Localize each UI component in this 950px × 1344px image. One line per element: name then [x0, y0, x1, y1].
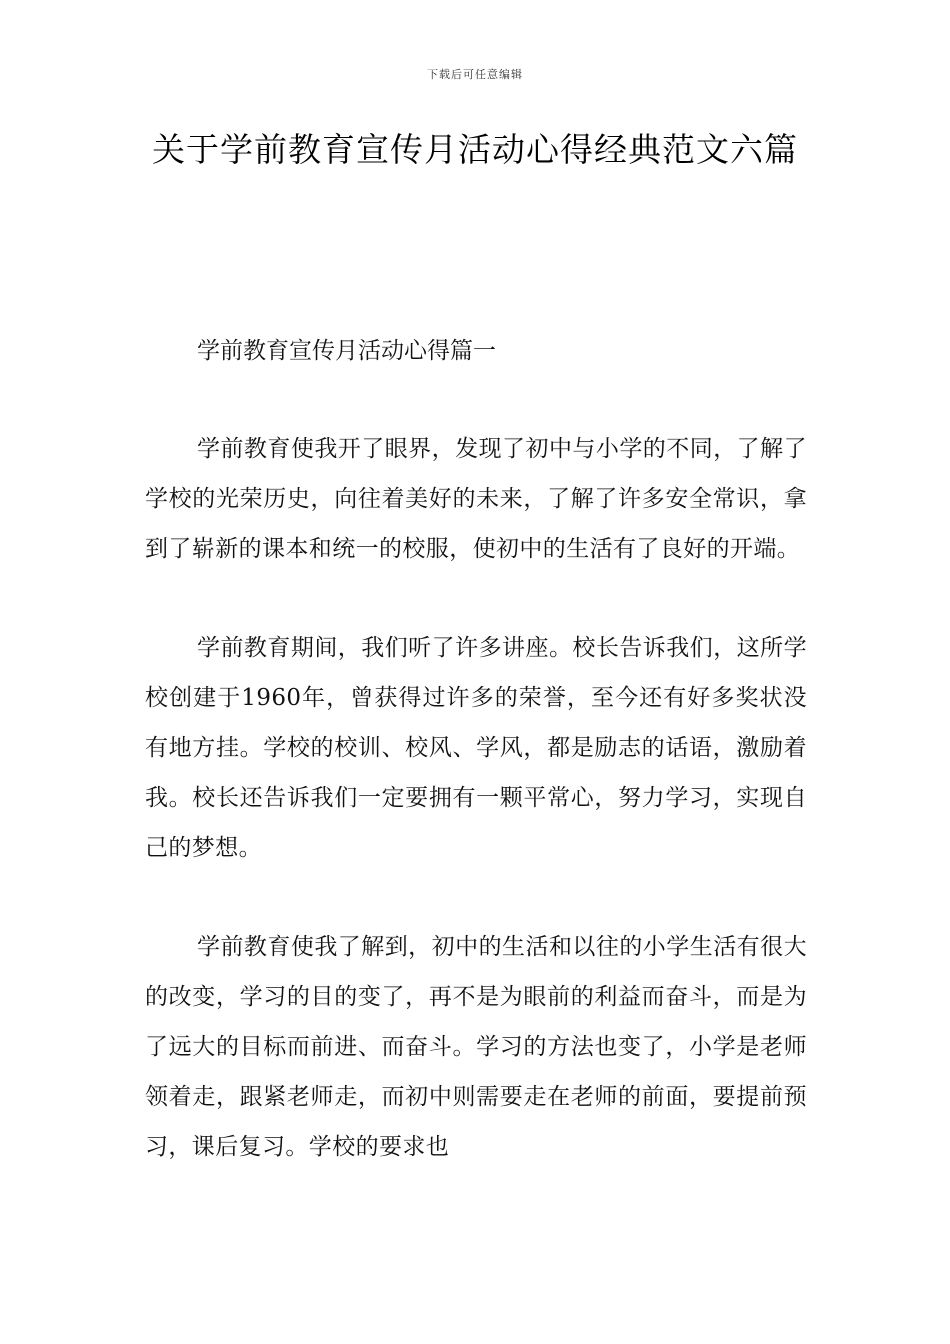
- section-heading: 学前教育宣传月活动心得篇一: [197, 338, 496, 364]
- document-body: [145, 326, 807, 1221]
- paragraph-2: 学前教育期间，我们听了许多讲座。校长告诉我们，这所学校创建于1960年，曾获得过许多的荣誉，至今还有好多奖状没有地方挂。学校的校训、校风、学风，都是励志的话语，激励着我。校长还告诉我们一定要拥有一颗平常心，努力学习，实现自己的梦想。: [145, 635, 807, 861]
- paragraph-3: 学前教育使我了解到，初中的生活和以往的小学生活有很大的改变，学习的目的变了，再不是为眼前的利益而奋斗，而是为了远大的目标而前进、而奋斗。学习的方法也变了，小学是老师领着走，跟紧老师走，而初中则需要走在老师的前面，要提前预习，课后复习。学校的要求也: [145, 934, 807, 1160]
- paragraph-1: 学前教育使我开了眼界，发现了初中与小学的不同，了解了学校的光荣历史，向往着美好的未来，了解了许多安全常识，拿到了崭新的课本和统一的校服，使初中的生活有了良好的开端。: [145, 436, 807, 562]
- document-title: 关于学前教育宣传月活动心得经典范文六篇: [152, 130, 798, 169]
- header-note: 下载后可任意编辑: [427, 68, 523, 81]
